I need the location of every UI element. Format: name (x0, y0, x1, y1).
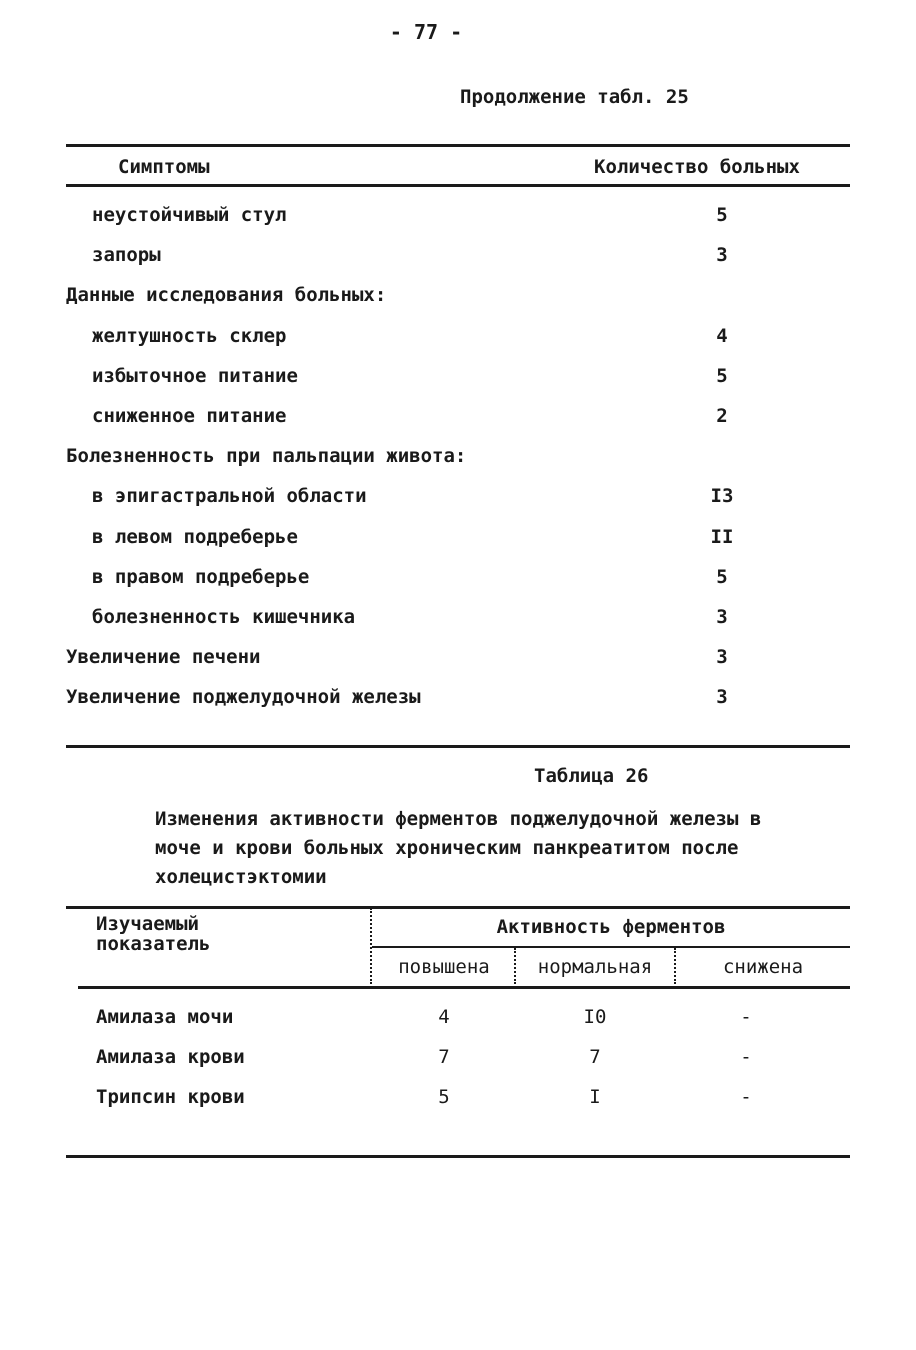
indicator-label: Амилаза мочи (96, 1006, 234, 1028)
indicator-label: Трипсин крови (96, 1086, 245, 1108)
table-25-bottom-rule (66, 745, 850, 748)
patient-count: 3 (716, 606, 728, 628)
table-row (0, 485, 852, 515)
symptom-label: запоры (92, 244, 161, 267)
patient-count: II (710, 525, 734, 548)
table-row (0, 325, 852, 355)
normal-value: 7 (589, 1046, 601, 1068)
symptom-label: желтушность склер (92, 324, 287, 347)
table-row (0, 405, 852, 435)
symptom-label: избыточное питание (92, 364, 298, 387)
symptom-label: в правом подреберье (92, 565, 310, 588)
symptoms-column-header: Симптомы (118, 156, 210, 178)
table-row (0, 365, 852, 395)
page-number: - 77 - (389, 20, 463, 44)
normal-value: I (589, 1086, 601, 1108)
symptom-label: болезненность кишечника (92, 606, 356, 628)
decreased-value: - (740, 1006, 752, 1028)
table-row (0, 204, 852, 234)
patient-count: 2 (716, 405, 728, 427)
count-column-header: Количество больных (594, 156, 800, 178)
table-row (0, 606, 852, 636)
symptom-label: Данные исследования больных: (66, 284, 387, 307)
increased-value: 5 (438, 1086, 450, 1108)
symptom-label: Болезненность при пальпации живота: (66, 445, 467, 468)
symptom-label: сниженное питание (92, 405, 287, 427)
patient-count: 5 (716, 364, 728, 387)
indicator-column-header: Изучаемый показатель (96, 913, 211, 955)
symptom-label: в левом подреберье (92, 525, 298, 548)
patient-count: I3 (710, 485, 734, 508)
table-26-caption: Таблица 26 (534, 765, 649, 787)
table-row (0, 526, 852, 556)
patient-count: 3 (716, 646, 728, 669)
indicator-label: Амилаза крови (96, 1046, 245, 1068)
table-25-continuation-caption: Продолжение табл. 25 (460, 86, 689, 108)
patient-count: 5 (716, 565, 728, 588)
patient-count: 3 (716, 244, 728, 267)
table-row (0, 566, 852, 596)
activity-subheader-rule (372, 946, 850, 948)
symptom-label: Увеличение поджелудочной железы (66, 686, 421, 709)
symptom-label: неустойчивый стул (92, 204, 287, 226)
patient-count: 3 (716, 686, 728, 709)
table-row (0, 445, 852, 475)
increased-value: 4 (438, 1006, 450, 1028)
symptom-label: в эпигастральной области (92, 485, 367, 508)
normal-value: I0 (583, 1006, 607, 1028)
decreased-value: - (740, 1086, 752, 1108)
activity-column-header: Активность ферментов (496, 916, 726, 938)
symptom-label: Увеличение печени (66, 646, 261, 669)
patient-count: 5 (716, 204, 728, 226)
decreased-column-header: снижена (722, 956, 804, 978)
increased-column-header: повышена (398, 956, 490, 978)
normal-column-header: нормальная (537, 956, 653, 978)
table-25-top-rule (66, 144, 850, 147)
table-26-header-rule (78, 986, 850, 989)
table-row (0, 646, 852, 676)
table-26-bottom-rule (66, 1155, 850, 1158)
table-row (0, 284, 852, 314)
table-26-top-rule (66, 906, 850, 909)
table-row (0, 686, 852, 716)
table-26-title: Изменения активности ферментов поджелудочной железы в моче и крови больных хроническим панкреатитом после холецистэктомии (155, 808, 762, 888)
table-25-header-rule (66, 184, 850, 187)
decreased-value: - (740, 1046, 752, 1068)
increased-value: 7 (438, 1046, 450, 1068)
table-row (0, 244, 852, 274)
patient-count: 4 (716, 324, 728, 347)
